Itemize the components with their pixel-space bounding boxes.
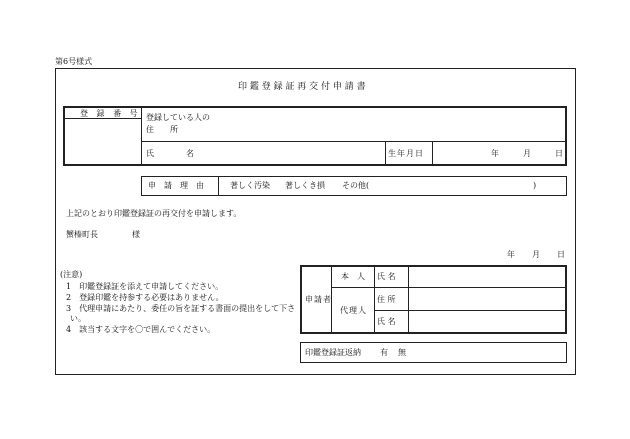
agent-name-field[interactable] <box>410 312 565 332</box>
return-option-yes[interactable]: 有 <box>380 348 388 357</box>
form-number: 第6号様式 <box>55 57 93 66</box>
applicant-agent-label: 代理人 <box>340 306 367 315</box>
registration-number-field[interactable] <box>64 119 140 165</box>
applicant-field-divider <box>408 265 409 334</box>
note-item: 3 代理申請にあたり、委任の旨を証する書面の提出をして下さ <box>66 304 296 313</box>
addressee: 蟹榛町長 <box>66 230 98 239</box>
applicant-label: 申請者 <box>305 295 332 304</box>
reason-option-damaged[interactable]: 著しくき損 <box>285 181 325 190</box>
notes-heading: (注意) <box>60 270 83 279</box>
note-item: 2 登録印鑑を持参する必要はありません。 <box>66 293 224 302</box>
form-title: 印 鑑 登 録 証 再 交 付 申 請 書 <box>238 82 366 92</box>
birth-day-unit: 日 <box>555 149 563 158</box>
registrant-address-field[interactable] <box>220 108 565 140</box>
applicant-self-label: 本 人 <box>341 272 365 281</box>
registrant-name-label: 氏 名 <box>146 149 194 158</box>
birth-label-divider <box>385 141 386 166</box>
registrant-address-label-1: 登録している人の <box>146 113 210 122</box>
applicant-role-divider <box>374 265 375 334</box>
agent-address-label: 住 所 <box>377 295 396 304</box>
reason-option-stained[interactable]: 著しく汚染 <box>230 181 270 190</box>
registration-number-label: 登 録 番 号 <box>80 109 141 118</box>
agent-address-field[interactable] <box>410 289 565 309</box>
reason-divider <box>218 176 219 196</box>
reason-other-close: ) <box>533 181 537 190</box>
return-label: 印鑑登録証返納 <box>305 348 361 357</box>
application-year-unit: 年 <box>507 250 515 259</box>
registrant-address-label-2: 住 所 <box>146 125 178 134</box>
application-statement: 上記のとおり印鑑登録証の再交付を申請します。 <box>66 209 242 218</box>
note-item: 1 印鑑登録証を添えて申請してください。 <box>66 282 224 291</box>
registration-row-line <box>141 141 567 142</box>
self-name-label: 氏 名 <box>377 272 396 281</box>
application-day-unit: 日 <box>557 250 565 259</box>
application-month-unit: 月 <box>532 250 540 259</box>
birth-value-divider <box>432 141 433 166</box>
applicant-row-line <box>331 287 567 288</box>
addressee-honorific: 様 <box>132 230 140 239</box>
reason-label: 申 請 理 由 <box>148 181 204 190</box>
note-item-continued: い。 <box>70 314 86 323</box>
registrant-name-field[interactable] <box>220 143 383 165</box>
applicant-agent-row-line <box>374 310 567 311</box>
birth-date-label: 生年月日 <box>388 149 424 158</box>
reason-other-field[interactable] <box>375 178 530 194</box>
return-option-no[interactable]: 無 <box>398 348 406 357</box>
birth-month-unit: 月 <box>523 149 531 158</box>
self-name-field[interactable] <box>410 267 565 286</box>
birth-year-unit: 年 <box>491 149 499 158</box>
note-item: 4 該当する文字を〇で囲んでください。 <box>66 325 216 334</box>
registration-divider <box>141 106 142 166</box>
reason-option-other[interactable]: その他( <box>342 181 370 190</box>
agent-name-label: 氏 名 <box>377 317 396 326</box>
